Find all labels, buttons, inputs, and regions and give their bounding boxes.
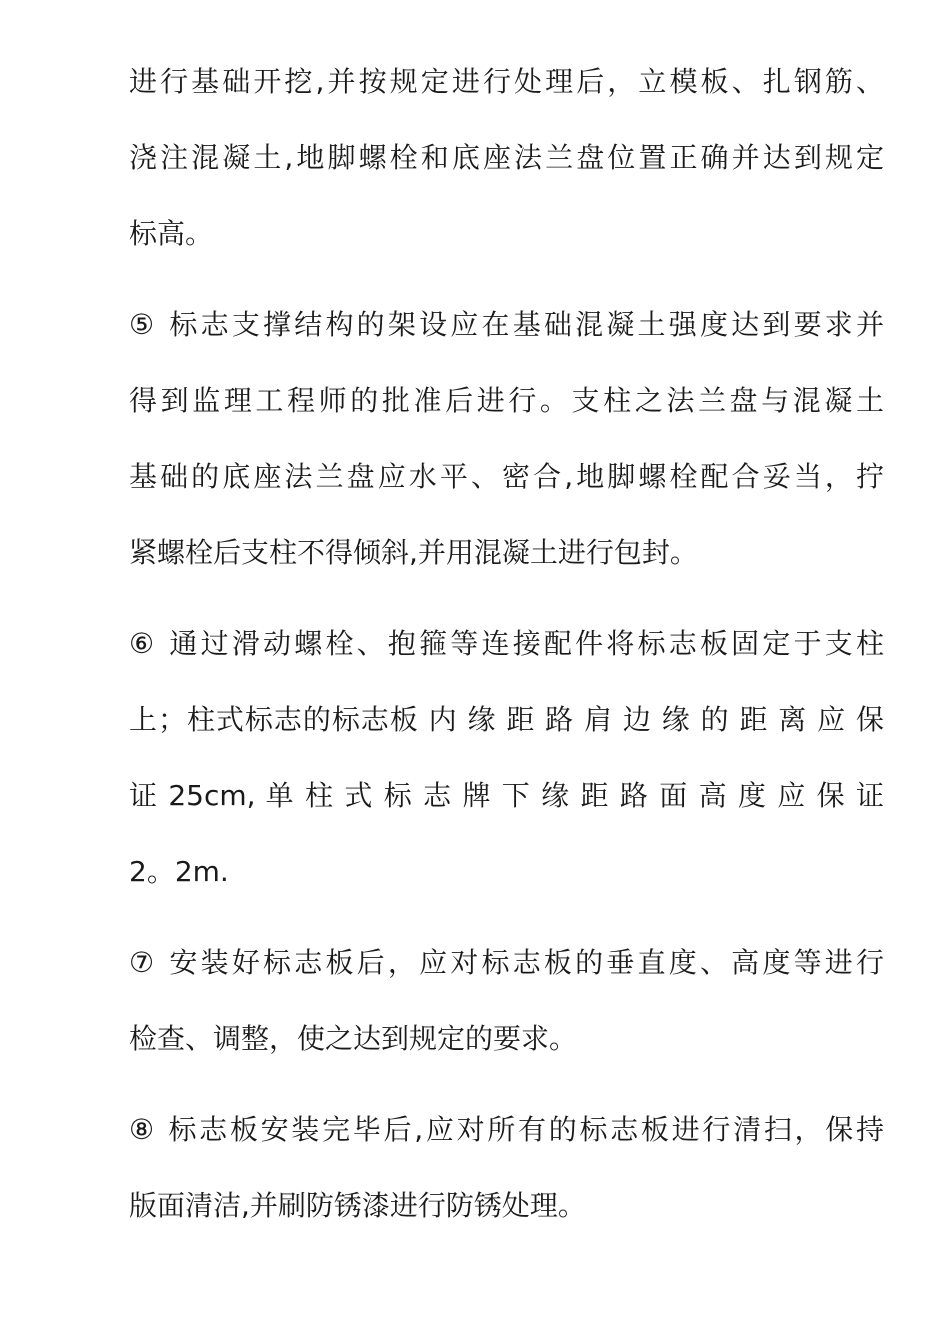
text-line: 证 25cm, 单 柱 式 标 志 牌 下 缘 距 路 面 高 度 应 保 证 <box>129 779 884 812</box>
text-line: 进行基础开挖,并按规定进行处理后，立模板、扎钢筋、 <box>129 65 884 98</box>
text-line: 标高。 <box>129 217 214 250</box>
text-line: ⑤ 标志支撑结构的架设应在基础混凝土强度达到要求并 <box>129 308 884 341</box>
text-line: 版面清洁,并刷防锈漆进行防锈处理。 <box>129 1189 586 1222</box>
paragraph-item-8 <box>129 1110 884 1226</box>
text-line: 基础的底座法兰盘应水平、密合,地脚螺栓配合妥当，拧 <box>129 460 884 493</box>
text-line: 上；柱式标志的标志板 内 缘 距 路 肩 边 缘 的 距 离 应 保 <box>129 703 884 736</box>
document-page <box>129 62 884 1226</box>
paragraph-item-6 <box>129 624 884 892</box>
text-line: ⑧ 标志板安装完毕后,应对所有的标志板进行清扫，保持 <box>129 1113 884 1146</box>
paragraph-item-5 <box>129 305 884 573</box>
text-line: 紧螺栓后支柱不得倾斜,并用混凝土进行包封。 <box>129 536 698 569</box>
paragraph-item-7 <box>129 943 884 1059</box>
text-line: 得到监理工程师的批准后进行。支柱之法兰盘与混凝土 <box>129 384 884 417</box>
text-line: 浇注混凝土,地脚螺栓和底座法兰盘位置正确并达到规定 <box>129 141 884 174</box>
text-line: ⑦ 安装好标志板后，应对标志板的垂直度、高度等进行 <box>129 946 884 979</box>
text-line: 2。2m. <box>129 855 229 888</box>
paragraph-foundation <box>129 62 884 254</box>
text-line: ⑥ 通过滑动螺栓、抱箍等连接配件将标志板固定于支柱 <box>129 627 884 660</box>
text-line: 检查、调整，使之达到规定的要求。 <box>129 1022 578 1055</box>
